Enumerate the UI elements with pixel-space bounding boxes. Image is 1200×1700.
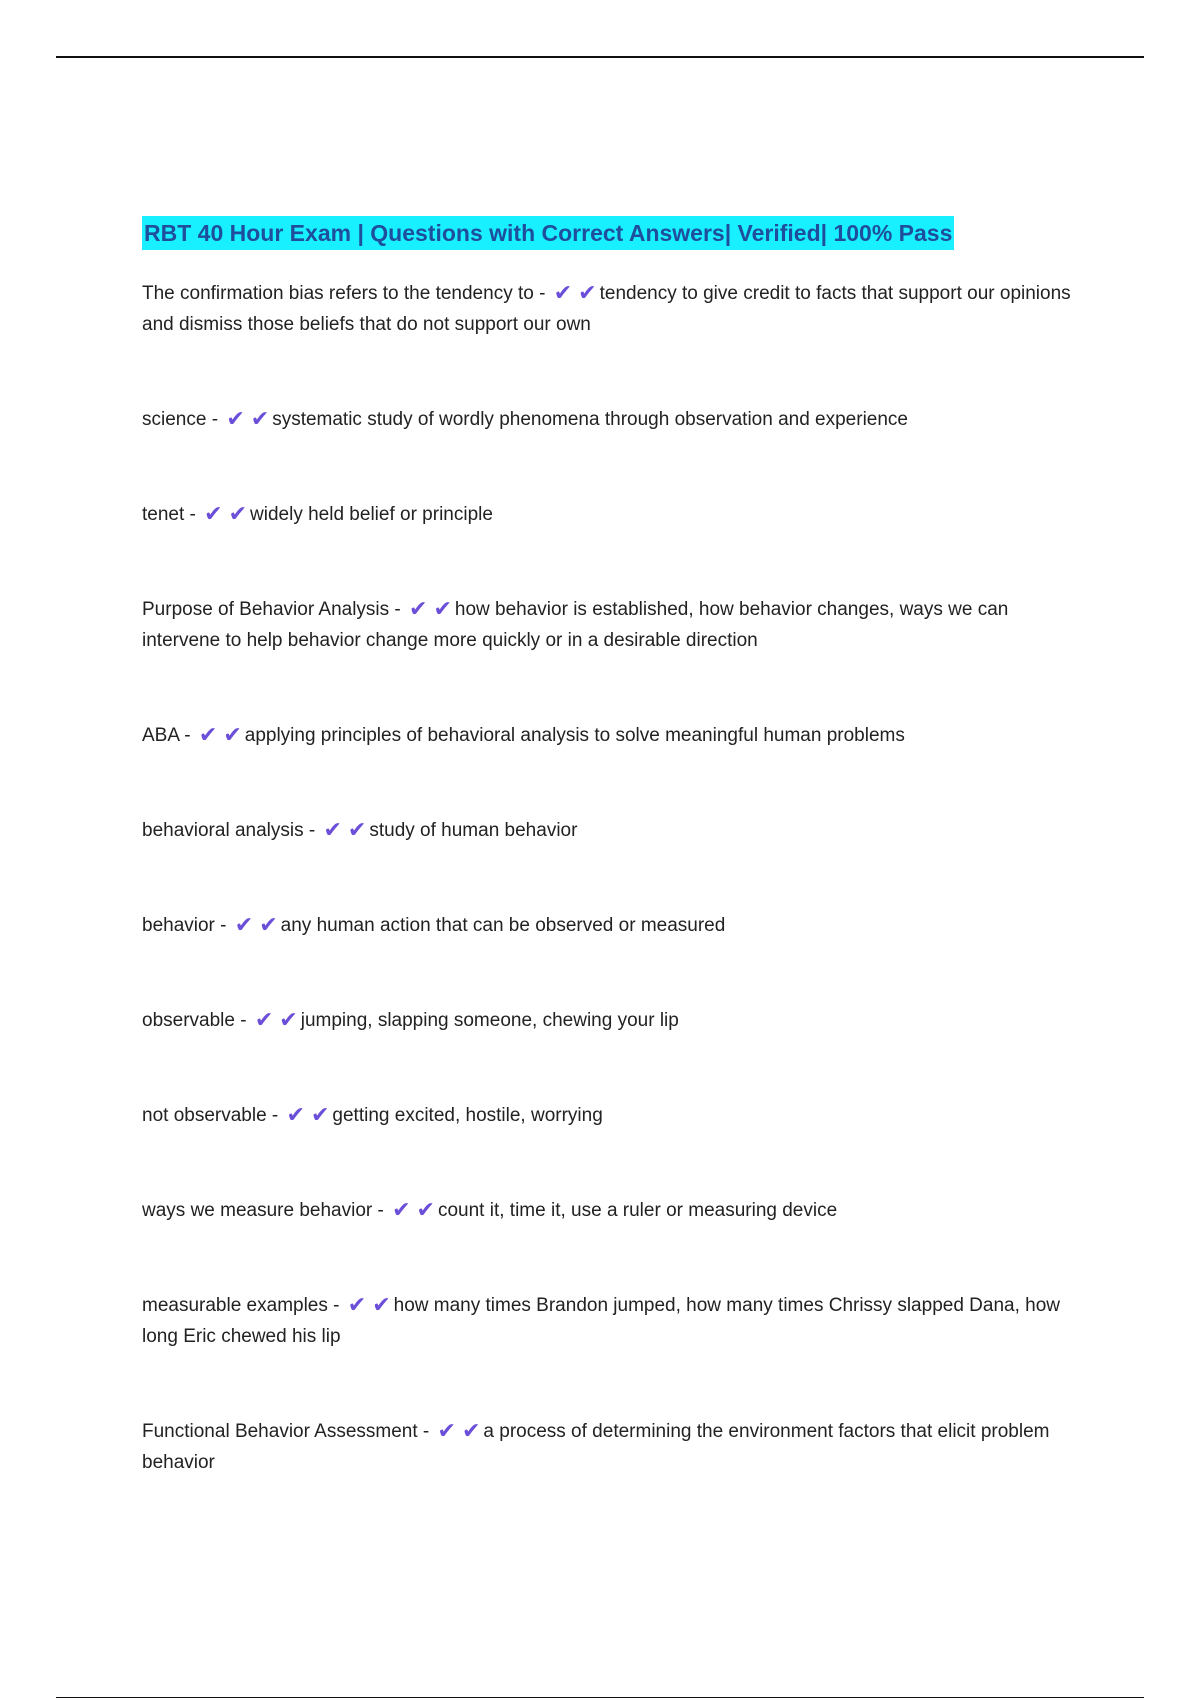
check-mark-icon: ✔ <box>204 502 223 527</box>
check-mark-icon: ✔ <box>416 1198 435 1223</box>
entry-separator: - <box>266 1105 284 1126</box>
entry-separator: - <box>327 1295 345 1316</box>
entry-separator: - <box>206 409 224 430</box>
entry-definition: systematic study of wordly phenomena through observation and experience <box>272 409 909 430</box>
entry-term: Purpose of Behavior Analysis <box>142 599 390 620</box>
check-mark-icon: ✔ <box>198 723 218 748</box>
check-mark-icon: ✔ <box>553 281 573 306</box>
entry-separator: - <box>184 504 202 525</box>
answer-marker <box>406 599 455 620</box>
title-wrap <box>142 216 1072 250</box>
entry-term: tenet <box>142 504 185 525</box>
answer-marker <box>551 283 600 304</box>
entry-definition: tendency to give credit to facts that support our opinions and dismiss those beliefs that do not support our own <box>142 283 1071 335</box>
entry-term: not observable <box>142 1105 267 1126</box>
entry-separator: - <box>389 599 407 620</box>
check-mark-icon: ✔ <box>223 723 242 748</box>
entry-definition: applying principles of behavioral analysis to solve meaningful human problems <box>244 725 905 746</box>
entry-term: ways we measure behavior <box>142 1200 373 1221</box>
check-mark-icon: ✔ <box>228 502 248 527</box>
entry-definition: study of human behavior <box>369 820 578 841</box>
qa-entry <box>142 594 1072 656</box>
qa-entry <box>142 720 1072 751</box>
qa-entry <box>142 1290 1072 1352</box>
check-mark-icon: ✔ <box>578 281 597 306</box>
answer-marker <box>389 1200 438 1221</box>
check-mark-icon: ✔ <box>226 407 245 432</box>
entry-definition: getting excited, hostile, worrying <box>332 1105 603 1126</box>
qa-list <box>142 278 1072 1478</box>
entry-term: science <box>142 409 207 430</box>
document-title: RBT 40 Hour Exam | Questions with Correct Answers| Verified| 100% Pass <box>142 216 954 250</box>
check-mark-icon: ✔ <box>437 1419 456 1444</box>
entry-separator: - <box>178 725 196 746</box>
check-mark-icon: ✔ <box>323 818 342 843</box>
check-mark-icon: ✔ <box>347 1293 367 1318</box>
bottom-rule <box>56 1697 1144 1698</box>
entry-definition: count it, time it, use a ruler or measuring device <box>437 1200 838 1221</box>
entry-term: measurable examples <box>142 1295 328 1316</box>
check-mark-icon: ✔ <box>310 1103 330 1128</box>
entry-definition: how behavior is established, how behavior changes, ways we can intervene to help behavior change more quickly or in a desirable direction <box>142 599 1009 651</box>
qa-entry <box>142 404 1072 435</box>
qa-entry <box>142 1100 1072 1131</box>
qa-entry <box>142 815 1072 846</box>
answer-marker <box>320 820 369 841</box>
top-rule <box>56 56 1144 58</box>
check-mark-icon: ✔ <box>372 1293 391 1318</box>
check-mark-icon: ✔ <box>286 1103 305 1128</box>
qa-entry <box>142 1416 1072 1478</box>
entry-separator: - <box>234 1010 252 1031</box>
check-mark-icon: ✔ <box>392 1198 411 1223</box>
answer-marker <box>252 1010 301 1031</box>
entry-term: behavioral analysis <box>142 820 304 841</box>
qa-entry <box>142 1195 1072 1226</box>
check-mark-icon: ✔ <box>347 818 367 843</box>
check-mark-icon: ✔ <box>279 1008 298 1033</box>
qa-entry <box>142 1005 1072 1036</box>
entry-separator: - <box>533 283 551 304</box>
entry-definition: widely held belief or principle <box>250 504 493 525</box>
entry-term: ABA <box>142 725 179 746</box>
check-mark-icon: ✔ <box>234 913 254 938</box>
answer-marker <box>232 915 281 936</box>
answer-marker <box>196 725 245 746</box>
entry-separator: - <box>214 915 232 936</box>
entry-separator: - <box>372 1200 390 1221</box>
entry-term: The confirmation bias refers to the tendency to <box>142 283 534 304</box>
check-mark-icon: ✔ <box>433 597 452 622</box>
entry-definition: any human action that can be observed or measured <box>280 915 726 936</box>
entry-term: Functional Behavior Assessment <box>142 1421 418 1442</box>
entry-separator: - <box>303 820 321 841</box>
entry-term: observable <box>142 1010 235 1031</box>
check-mark-icon: ✔ <box>259 913 278 938</box>
document-body <box>142 216 1072 1478</box>
check-mark-icon: ✔ <box>409 597 428 622</box>
answer-marker <box>201 504 250 525</box>
answer-marker <box>284 1105 333 1126</box>
answer-marker <box>223 409 272 430</box>
entry-separator: - <box>417 1421 435 1442</box>
check-mark-icon: ✔ <box>250 407 270 432</box>
check-mark-icon: ✔ <box>461 1419 481 1444</box>
qa-entry <box>142 910 1072 941</box>
qa-entry <box>142 499 1072 530</box>
entry-definition: jumping, slapping someone, chewing your lip <box>300 1010 679 1031</box>
entry-definition: a process of determining the environment factors that elicit problem behavior <box>142 1421 1050 1473</box>
answer-marker <box>435 1421 484 1442</box>
check-mark-icon: ✔ <box>254 1008 274 1033</box>
answer-marker <box>345 1295 394 1316</box>
qa-entry <box>142 278 1072 340</box>
entry-term: behavior <box>142 915 215 936</box>
entry-definition: how many times Brandon jumped, how many times Chrissy slapped Dana, how long Eric chewed his lip <box>142 1295 1061 1347</box>
